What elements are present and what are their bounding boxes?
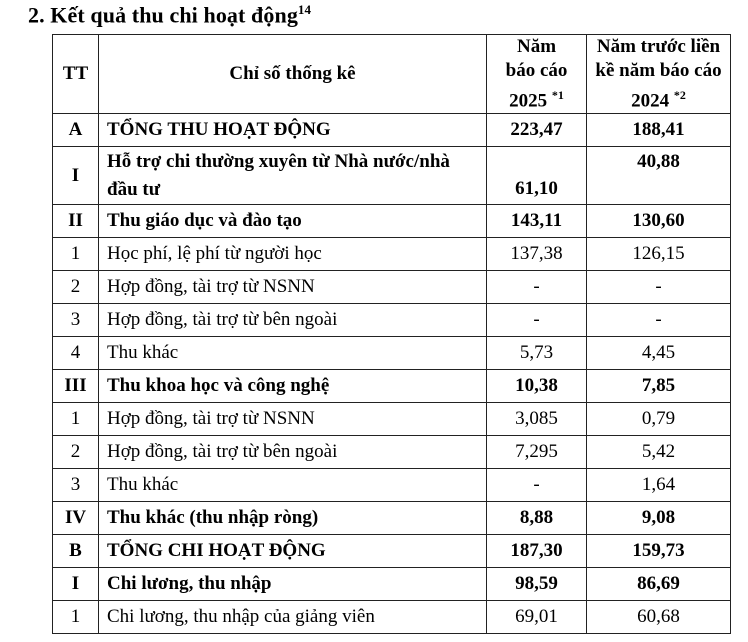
row-value-2025: 8,88 <box>487 502 587 535</box>
row-value-2025: 137,38 <box>487 238 587 271</box>
row-value-2024: 130,60 <box>587 205 731 238</box>
table-row <box>53 271 731 304</box>
row-label: Thu khác (thu nhập ròng) <box>99 502 487 535</box>
row-value-2024: 1,64 <box>587 469 731 502</box>
table-row <box>53 205 731 238</box>
row-value-2025: - <box>487 304 587 337</box>
row-value-2025: 61,10 <box>487 147 587 205</box>
row-value-2024: - <box>587 304 731 337</box>
row-value-2025: 3,085 <box>487 403 587 436</box>
header-tt: TT <box>53 35 99 114</box>
row-tt: B <box>53 535 99 568</box>
section-heading <box>28 2 311 28</box>
header-year-2025 <box>487 35 587 114</box>
row-label: Hỗ trợ chi thường xuyên từ Nhà nước/nhà đầu tư <box>99 147 487 205</box>
row-tt: A <box>53 114 99 147</box>
row-tt: 1 <box>53 238 99 271</box>
row-tt: I <box>53 568 99 601</box>
table-row <box>53 147 731 205</box>
row-label: Hợp đồng, tài trợ từ bên ngoài <box>99 436 487 469</box>
row-value-2024: - <box>587 271 731 304</box>
footnote-marker: 14 <box>297 2 312 17</box>
table-row <box>53 337 731 370</box>
row-tt: 3 <box>53 304 99 337</box>
table-row <box>53 535 731 568</box>
table-row <box>53 403 731 436</box>
table-row <box>53 601 731 634</box>
row-label: Hợp đồng, tài trợ từ NSNN <box>99 403 487 436</box>
table-row <box>53 370 731 403</box>
row-label: Học phí, lệ phí từ người học <box>99 238 487 271</box>
row-label: Thu khoa học và công nghệ <box>99 370 487 403</box>
row-value-2024: 4,45 <box>587 337 731 370</box>
header-year-2024 <box>587 35 731 114</box>
row-value-2025: 10,38 <box>487 370 587 403</box>
header-2025-line1: Năm <box>516 36 557 57</box>
table-row <box>53 568 731 601</box>
header-2025-year: 2025 <box>509 90 548 112</box>
row-value-2024: 0,79 <box>587 403 731 436</box>
row-tt: 1 <box>53 601 99 634</box>
row-label: Thu khác <box>99 337 487 370</box>
table-row <box>53 502 731 535</box>
table-row <box>53 238 731 271</box>
table-row <box>53 114 731 147</box>
row-tt: I <box>53 147 99 205</box>
row-value-2024: 9,08 <box>587 502 731 535</box>
row-label: TỔNG THU HOẠT ĐỘNG <box>99 114 487 147</box>
row-value-2024: 86,69 <box>587 568 731 601</box>
row-value-2025: - <box>487 271 587 304</box>
row-tt: III <box>53 370 99 403</box>
table-row <box>53 469 731 502</box>
row-value-2025: 98,59 <box>487 568 587 601</box>
row-value-2024: 126,15 <box>587 238 731 271</box>
row-label: Chi lương, thu nhập <box>99 568 487 601</box>
row-value-2025: 143,11 <box>487 205 587 238</box>
row-tt: 4 <box>53 337 99 370</box>
section-heading-text: 2. Kết quả thu chi hoạt động <box>28 2 298 28</box>
row-tt: II <box>53 205 99 238</box>
row-tt: IV <box>53 502 99 535</box>
row-value-2025: 69,01 <box>487 601 587 634</box>
row-value-2024: 40,88 <box>587 147 731 205</box>
row-tt: 1 <box>53 403 99 436</box>
row-value-2025: 187,30 <box>487 535 587 568</box>
header-2025-footnote: *1 <box>551 88 564 102</box>
row-value-2024: 60,68 <box>587 601 731 634</box>
row-value-2024: 5,42 <box>587 436 731 469</box>
row-tt: 3 <box>53 469 99 502</box>
table-header-row <box>53 35 731 114</box>
row-value-2025: - <box>487 469 587 502</box>
header-2024-year: 2024 <box>631 90 670 112</box>
header-2025-line3 <box>495 83 578 113</box>
row-tt: 2 <box>53 271 99 304</box>
table-row <box>53 304 731 337</box>
row-value-2025: 223,47 <box>487 114 587 147</box>
header-2024-footnote: *2 <box>673 88 686 102</box>
row-tt: 2 <box>53 436 99 469</box>
row-label: Hợp đồng, tài trợ từ NSNN <box>99 271 487 304</box>
header-2024-line1: Năm trước liền <box>596 36 721 57</box>
row-value-2025: 7,295 <box>487 436 587 469</box>
row-label: Hợp đồng, tài trợ từ bên ngoài <box>99 304 487 337</box>
revenue-expense-table <box>52 34 731 634</box>
header-2024-line2: kề năm báo cáo <box>595 60 722 81</box>
table-row <box>53 436 731 469</box>
row-label: Chi lương, thu nhập của giảng viên <box>99 601 487 634</box>
row-value-2024: 7,85 <box>587 370 731 403</box>
header-indicator: Chỉ số thống kê <box>99 35 487 114</box>
row-value-2024: 159,73 <box>587 535 731 568</box>
row-label: Thu khác <box>99 469 487 502</box>
row-value-2025: 5,73 <box>487 337 587 370</box>
row-label: Thu giáo dục và đào tạo <box>99 205 487 238</box>
header-2024-line3 <box>595 83 722 113</box>
header-2025-line2: báo cáo <box>505 60 568 81</box>
row-value-2024: 188,41 <box>587 114 731 147</box>
row-label: TỔNG CHI HOẠT ĐỘNG <box>99 535 487 568</box>
